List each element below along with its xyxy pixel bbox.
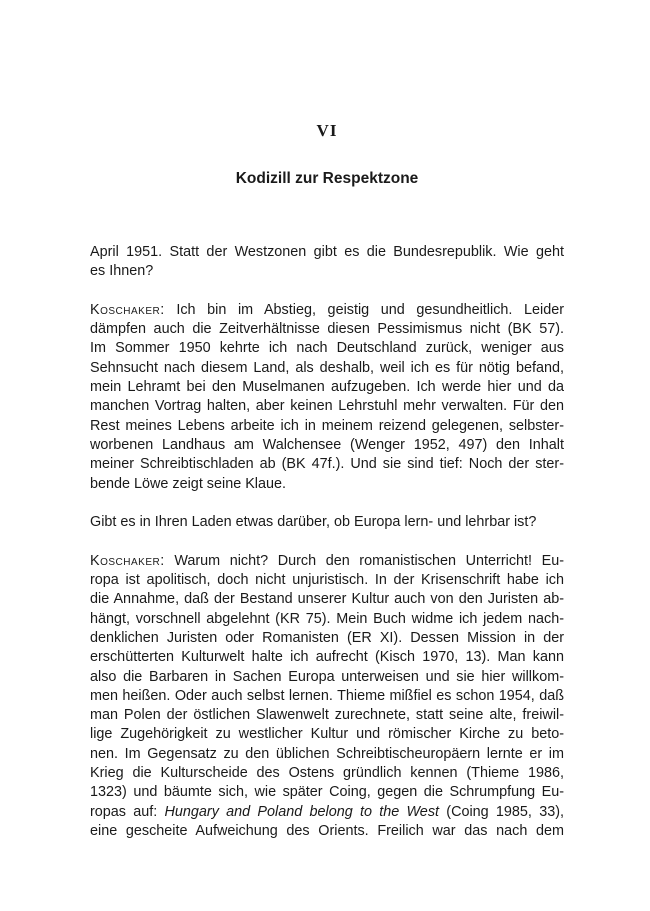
italic-title: Hungary and Poland belong to the West xyxy=(164,803,440,820)
text-line: nen. Im Gegensatz zu den üblichen Schreibtischeuropäern lernte er im xyxy=(90,745,564,762)
paragraph-question-2 xyxy=(90,513,564,532)
text-line xyxy=(90,301,564,320)
text-line: man Polen der östlichen Slawenwelt zurechnete, statt seine alte, freiwil- xyxy=(90,707,564,724)
text-fragment: (Coing 1985, 33), xyxy=(439,803,564,820)
text-line: Krieg die Kulturscheide des Ostens gründlich kennen (Thieme 1986, xyxy=(90,765,564,782)
text-line: lige Zugehörigkeit zu westlicher Kultur und römischer Kirche zu beto- xyxy=(90,726,564,743)
text-line xyxy=(90,552,564,571)
text-line: erschütterten Kulturwelt halte ich aufrecht (Kisch 1970, 13). Man kann xyxy=(90,649,564,666)
text-fragment: ropas auf: xyxy=(90,803,165,820)
text-line: meiner Schreibtischladen ab (BK 47f.). Und sie sind tief: Noch der ster- xyxy=(90,456,564,473)
text-line: Sehnsucht nach diesem Land, als deshalb, weil ich es für nötig befand, xyxy=(90,359,564,376)
paragraph-answer-1 xyxy=(90,301,564,494)
text-fragment: Ich bin im Abstieg, geistig und gesundheitlich. Leider xyxy=(164,301,564,318)
text-line: 1323) und bäumte sich, wie später Coing, gegen die Schrumpfung Eu- xyxy=(90,784,564,801)
text-line: Gibt es in Ihren Laden etwas darüber, ob Europa lern- und lehrbar ist? xyxy=(90,514,537,531)
text-line: die Annahme, daß der Bestand unserer Kultur auch von den Juristen ab- xyxy=(90,591,564,608)
text-line: denklichen Juristen oder Romanisten (ER XI). Dessen Mission in der xyxy=(90,629,564,646)
text-line: worbenen Landhaus am Walchensee (Wenger 1952, 497) den Inhalt xyxy=(90,436,564,453)
text-line: mein Lehramt bei den Muselmanen aufzugeben. Ich werde hier und da xyxy=(90,379,564,396)
paragraph-question-1 xyxy=(90,243,564,282)
text-line: eine gescheite Aufweichung des Orients. Freilich war das nach dem xyxy=(90,822,564,839)
text-fragment: Warum nicht? Durch den romanistischen Unterricht! Eu- xyxy=(164,552,564,569)
speaker-name: Koschaker: xyxy=(90,301,165,318)
paragraph-answer-2 xyxy=(90,552,564,841)
text-line: also die Barbaren in Sachen Europa unterweisen und sie hier willkom- xyxy=(90,668,564,685)
text-line xyxy=(90,803,564,822)
body-text xyxy=(90,243,564,861)
text-line: bende Löwe zeigt seine Klaue. xyxy=(90,475,287,492)
text-line: Rest meines Lebens arbeite ich in meinem reizend gelegenen, selbster- xyxy=(90,417,564,434)
text-line: Im Sommer 1950 kehrte ich nach Deutschland zurück, weniger aus xyxy=(90,340,564,357)
text-line: manchen Vortrag halten, aber keinen Lehrstuhl mehr verwalten. Für den xyxy=(90,398,564,415)
text-line: hängt, vorschnell abgelehnt (KR 75). Mein Buch widme ich jedem nach- xyxy=(90,610,564,627)
text-line: es Ihnen? xyxy=(90,263,154,280)
text-line: ropa ist apolitisch, doch nicht unjuristisch. In der Krisenschrift habe ich xyxy=(90,572,564,589)
speaker-name: Koschaker: xyxy=(90,552,165,569)
text-line: April 1951. Statt der Westzonen gibt es die Bundesrepublik. Wie geht xyxy=(90,244,564,260)
text-line: men heißen. Oder auch selbst lernen. Thieme mißfiel es schon 1954, daß xyxy=(90,687,564,704)
chapter-title: Kodizill zur Respektzone xyxy=(235,170,419,187)
chapter-number: VI xyxy=(316,121,338,140)
text-line: dämpfen auch die Zeitverhältnisse diesen Pessimismus nicht (BK 57). xyxy=(90,321,564,338)
